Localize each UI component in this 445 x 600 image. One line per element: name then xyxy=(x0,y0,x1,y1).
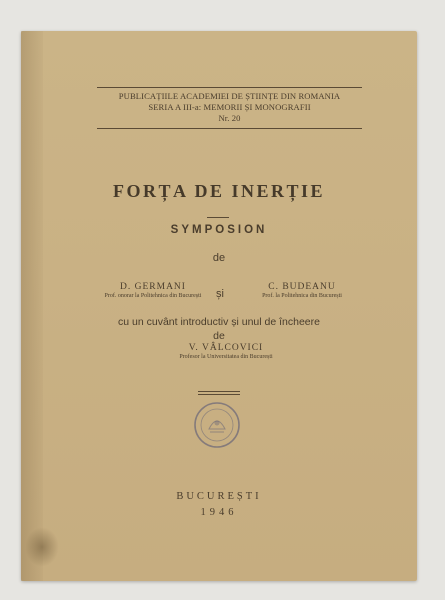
author-name: D. GERMANI xyxy=(120,282,186,292)
author-name: V. VÂLCOVICI xyxy=(188,343,264,353)
book-subtitle: SYMPOSION xyxy=(170,224,268,236)
publication-place: BUCUREȘTI xyxy=(176,491,262,502)
intro-line: cu un cuvânt introductiv și unul de încheere xyxy=(118,316,320,328)
author-role: Prof. onorar la Politehnica din București xyxy=(104,293,202,299)
author-role: Profesor la Universitatea din București xyxy=(179,354,273,360)
ornament-rule xyxy=(198,391,240,395)
title-divider xyxy=(207,217,229,218)
publication-year: 1946 xyxy=(200,507,238,518)
author-name: C. BUDEANU xyxy=(268,282,336,292)
series-line-2: SERIA A III-a: MEMORII ȘI MONOGRAFII xyxy=(148,102,311,112)
library-stamp-icon xyxy=(191,399,243,451)
cover-stain xyxy=(25,527,59,567)
series-header xyxy=(97,87,362,129)
series-line-1: PUBLICAȚIILE ACADEMIEI DE ȘTIINȚE DIN ROMANIA xyxy=(118,91,341,101)
book-cover xyxy=(21,31,417,581)
author-valcovici xyxy=(141,343,311,360)
by-word-2: de xyxy=(213,330,225,342)
author-budeanu xyxy=(237,282,367,299)
author-germani xyxy=(85,282,221,299)
series-number: Nr. 20 xyxy=(218,113,241,123)
conjunction: și xyxy=(216,288,224,300)
book-title: FORȚA DE INERȚIE xyxy=(112,181,326,201)
author-role: Prof. la Politehnica din București xyxy=(262,293,342,299)
by-word: de xyxy=(212,252,226,264)
